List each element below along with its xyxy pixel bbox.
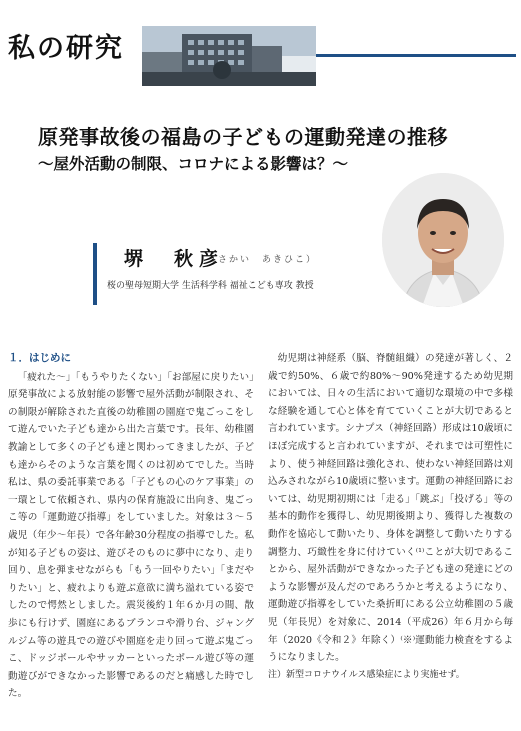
article-subtitle: ～屋外活動の制限、コロナによる影響は？～	[38, 154, 349, 173]
series-title: 私の研究	[8, 33, 124, 64]
header-divider	[316, 54, 516, 57]
footnote: 注）新型コロナウイルス感染症により実施せず。	[268, 669, 465, 680]
section-heading: １．はじめに	[8, 352, 71, 364]
author-name: 堺 秋彦	[124, 248, 225, 270]
author-name-reading: （さかい あきひこ）	[207, 255, 318, 265]
series-header	[0, 12, 521, 70]
author-accent-rule	[93, 243, 97, 305]
author-photo	[382, 173, 504, 307]
body-column-right	[268, 350, 513, 684]
building-illustration	[142, 26, 316, 86]
author-affiliation: 桜の聖母短期大学 生活科学科 福祉こども専攻 教授	[107, 281, 314, 291]
campus-building-photo	[142, 26, 316, 86]
body-column-left	[8, 350, 254, 703]
body-paragraph-left: 「疲れた～」「もうやりたくない」「お部屋に戻りたい」原発事故による放射能の影響で屋外活動が制限され、その制限が解除された直後の幼稚園の園庭で鬼ごっこをして遊んでいた子ども達から出た言葉です。長年、幼稚園教諭として多くの子ども達と関わってきましたが、子ども達からそのような言葉を聞くのは初めてでした。当時私は、県の委託事業である「子どもの心のケア事業」の一環として依頼され、県内の保育施設に出向き、鬼ごっこ等の「運動遊び指導」をしていました。対象は３～５歳児（年少～年長）で各年齢30分程度の指導でした。私が知る子どもの姿は、遊びそのものに夢中になり、走り回り、息を弾ませながらも「もう一回やりたい」「まだやりたい」と、疲れよりも遊ぶ意欲に満ち溢れている姿でしたので愕然としました。震災後約１年６か月の間、散歩にも行けず、園庭にあるブランコや滑り台、ジャングルジム等の遊具での遊びや園庭を走り回って遊ぶ鬼ごっこ、ドッジボールやサッカーといったボール遊び等の運動遊びができなかった影響であるのだと痛感した時でした。	[8, 371, 254, 700]
author-portrait	[382, 173, 504, 307]
article-title: 原発事故後の福島の子どもの運動発達の推移	[38, 125, 448, 149]
body-paragraph-right: 幼児期は神経系（脳、脊髄組織）の発達が著しく、２歳で約50%、６歳で約80%～90%発達するため幼児期においては、日々の生活において適切な環境の中で多様な経験を通して心と体を育てていくことが大切であると言われています。シナプス（神経回路）形成は10歳頃にほぼ完成すると言われていますが、それまでは可塑性により、使う神経回路は強化され、使わない神経回路は刈込みされながら10歳頃に整います。運動の神経回路においては、幼児期初期には「走る」「跳ぶ」「投げる」等の基本的動作を獲得し、幼児期後期より、獲得した複数の動作を協応して動いたり、身体を調整して動いたりする調整力、巧緻性を身に付けていく⁽¹⁾ことが大切であることから、屋外活動ができなかった子ども達の発達にどのような影響が及んだのであろうかと考えるようになり、運動遊び指導をしていた桑折町にある公立幼稚園の５歳児（年長児）を対象に、2014（平成26）年６月から毎年（2020《令和２》年除く）⁽※⁾運動能力検査をするようになりました。	[268, 353, 513, 664]
